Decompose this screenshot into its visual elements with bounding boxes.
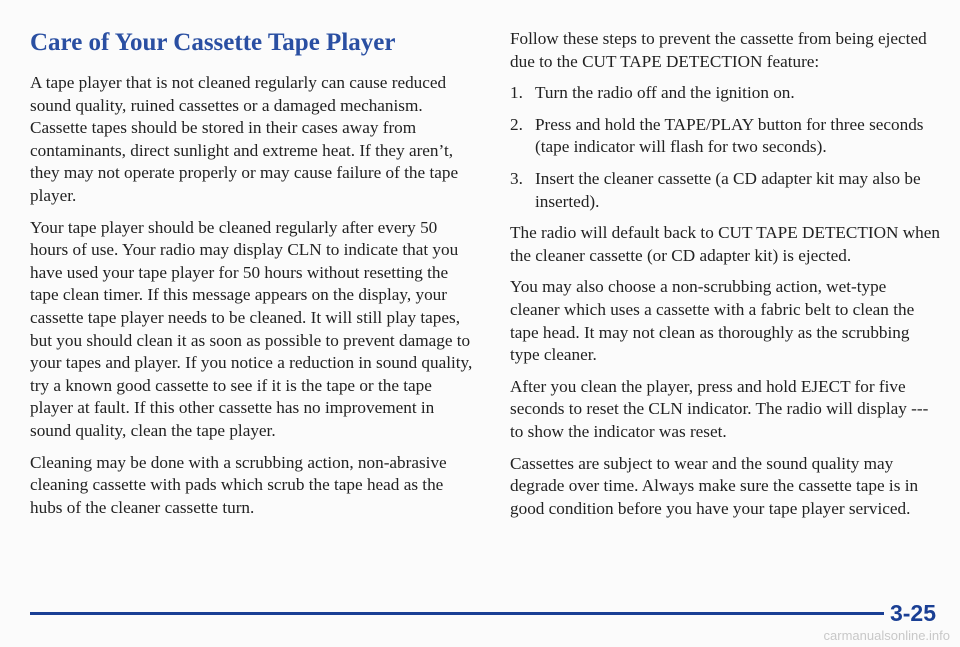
step-item: [510, 114, 940, 159]
step-item: [510, 168, 940, 213]
steps-list: [510, 82, 940, 213]
steps-intro: Follow these steps to prevent the cassette from being ejected due to the CUT TAPE DETECTION feature:: [510, 29, 927, 71]
body-paragraph: Cassettes are subject to wear and the sound quality may degrade over time. Always make sure the cassette tape is in good condition before you have your tape player serviced.: [510, 453, 919, 518]
page-number: 3-25: [884, 600, 936, 627]
step-item: [510, 82, 940, 105]
watermark: carmanualsonline.info: [823, 628, 950, 643]
step-number: 3.: [510, 168, 523, 188]
footer-rule: [30, 612, 930, 615]
right-column: [510, 28, 940, 529]
step-text: Press and hold the TAPE/PLAY button for three seconds (tape indicator will flash for two seconds).: [535, 114, 924, 157]
step-text: Insert the cleaner cassette (a CD adapter kit may also be inserted).: [535, 168, 921, 211]
body-paragraph: Cleaning may be done with a scrubbing action, non-abrasive cleaning cassette with pads which scrub the tape head as the hubs of the cleaner cassette turn.: [30, 452, 447, 517]
step-text: Turn the radio off and the ignition on.: [535, 83, 795, 103]
left-column: [30, 28, 476, 528]
body-paragraph: After you clean the player, press and hold EJECT for five seconds to reset the CLN indicator. The radio will display --- to show the indicator was reset.: [510, 376, 929, 441]
body-paragraph: Your tape player should be cleaned regularly after every 50 hours of use. Your radio may display CLN to indicate that you have used your tape player for 50 hours without resetting the tape clean timer. If this message appears on the display, your cassette tape player needs to be cleaned. It will still play tapes, but you should clean it as soon as possible to prevent damage to your tapes and player. If you notice a reduction in sound quality, try a known good cassette to see if it is the tape or the tape player at fault. If this other cassette has no improvement in sound quality, clean the tape player.: [30, 217, 473, 440]
body-paragraph: A tape player that is not cleaned regularly can cause reduced sound quality, ruined cassettes or a damaged mechanism. Cassette tapes should be stored in their cases away from contaminants, direct sunlight and extreme heat. If they aren’t, they may not operate properly or may cause failure of the tape player.: [30, 73, 459, 205]
section-heading: Care of Your Cassette Tape Player: [30, 29, 396, 56]
step-number: 1.: [510, 83, 523, 103]
step-number: 2.: [510, 114, 523, 134]
body-paragraph: The radio will default back to CUT TAPE DETECTION when the cleaner cassette (or CD adapter kit) is ejected.: [510, 223, 940, 265]
body-paragraph: You may also choose a non-scrubbing action, wet-type cleaner which uses a cassette with a fabric belt to clean the tape head. It may not clean as thoroughly as the scrubbing type cleaner.: [510, 277, 915, 365]
